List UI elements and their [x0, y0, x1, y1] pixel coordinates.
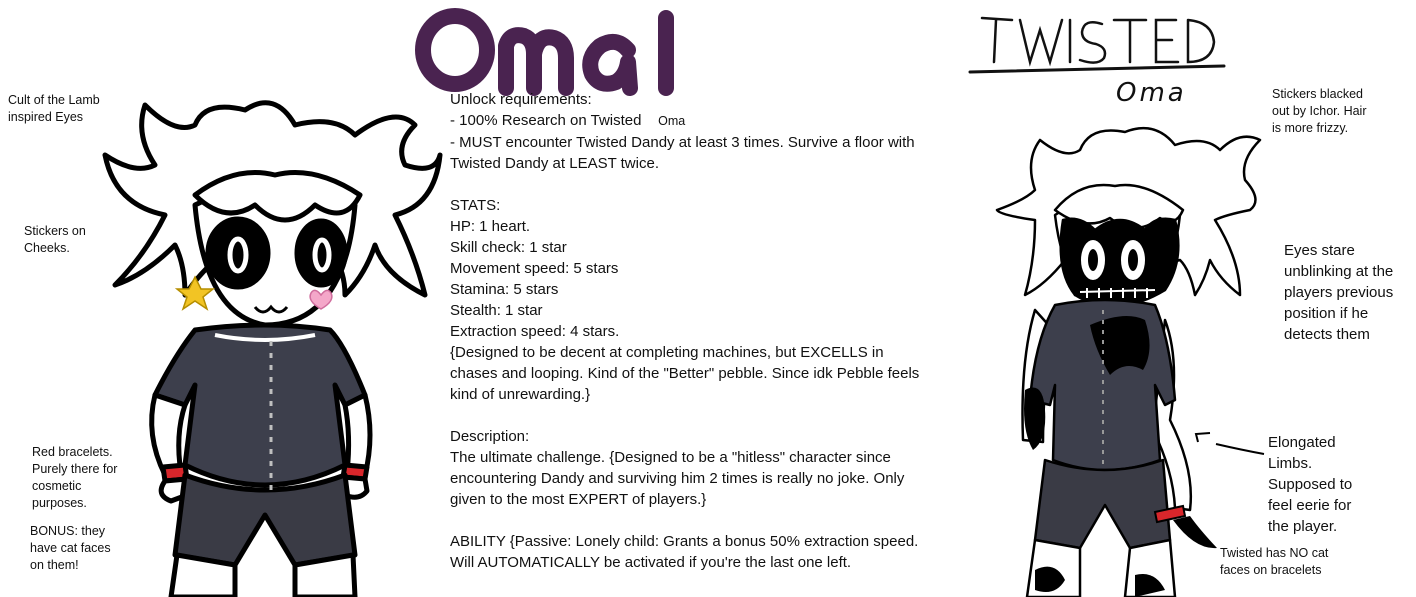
twisted-heading-art [966, 10, 1231, 80]
annotation-twisted-stickers: Stickers blacked out by Ichor. Hair is more frizzy. [1272, 87, 1367, 135]
ability-text: ABILITY {Passive: Lonely child: Grants a bonus 50% extraction speed. Will AUTOMATICALLY be activated if you're the last one left. [450, 533, 919, 571]
stat-skill-check: Skill check: 1 star [450, 239, 567, 256]
stat-stealth: Stealth: 1 star [450, 302, 543, 319]
stat-extraction-speed: Extraction speed: 4 stars. [450, 323, 620, 340]
character-info [450, 89, 930, 573]
annotation-stickers: Stickers on Cheeks. [24, 224, 86, 255]
omal-logo [410, 2, 680, 102]
stat-movement-speed: Movement speed: 5 stars [450, 260, 619, 277]
twisted-oma-illustration [995, 120, 1265, 597]
annotation-bracelets: Red bracelets. Purely there for cosmetic purposes. [32, 445, 118, 510]
stats-heading: STATS: [450, 197, 501, 214]
unlock-requirement-2: - MUST encounter Twisted Dandy at least 3 times. Survive a floor with Twisted Dandy at LEAST twice. [450, 134, 915, 172]
unlock-heading: Unlock requirements: [450, 91, 592, 108]
description-heading: Description: [450, 428, 530, 445]
annotation-twisted-bracelets: Twisted has NO cat faces on bracelets [1220, 546, 1329, 577]
oma-character-illustration [95, 95, 455, 597]
unlock-requirement-suffix: Oma [658, 114, 686, 128]
annotation-eyes: Cult of the Lamb inspired Eyes [8, 93, 100, 124]
annotation-bonus: BONUS: they have cat faces on them! [30, 524, 111, 572]
stat-hp: HP: 1 heart. [450, 218, 531, 235]
stat-stamina: Stamina: 5 stars [450, 281, 559, 298]
annotation-twisted-eyes: Eyes stare unblinking at the players previous position if he detects them [1284, 242, 1394, 343]
limbs-pointer-line [1192, 430, 1272, 460]
design-note: {Designed to be decent at completing machines, but EXCELLS in chases and looping. Kind of the "Better" pebble. Since idk Pebble feels kind of unrewarding.} [450, 344, 920, 403]
twisted-subtitle: Oma [1116, 78, 1187, 108]
description-text: The ultimate challenge. {Designed to be a "hitless" character since encountering Dandy and surviving him 2 times is really no joke. Only given to the most EXPERT of players.} [450, 449, 905, 508]
annotation-twisted-limbs: Elongated Limbs. Supposed to feel eerie for the player. [1268, 434, 1353, 535]
unlock-requirement-1: - 100% Research on Twisted Oma [450, 112, 686, 129]
